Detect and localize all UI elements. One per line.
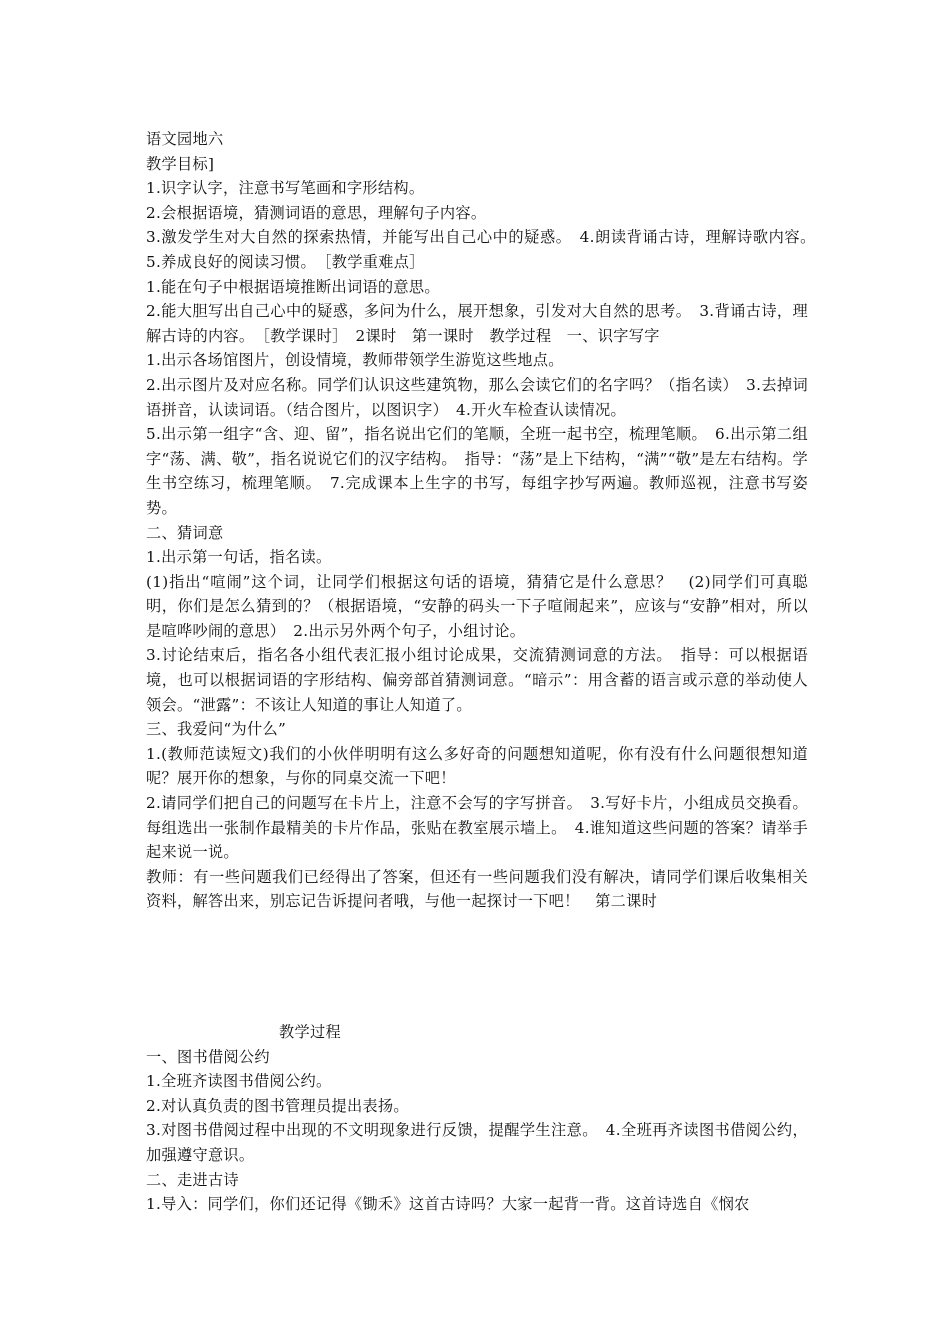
paragraph: 1.(教师范读短文)我们的小伙伴明明有这么多好奇的问题想知道呢，你有没有什么问题很想知道呢？展开你的想象，与你的同桌交流一下吧！ bbox=[146, 744, 808, 788]
document-page-1 bbox=[146, 127, 824, 914]
paragraph: 2.能大胆写出自己心中的疑惑，多问为什么，展开想象，引发对大自然的思考。 3.背诵古诗，理解古诗的内容。 ［教学课时］ 2课时 第一课时 教学过程 一、识字写字 bbox=[146, 302, 808, 345]
doc-title: 语文园地六 bbox=[146, 130, 224, 148]
section-heading: 教学过程 bbox=[279, 1023, 341, 1041]
paragraph: 2.请同学们把自己的问题写在卡片上，注意不会写的字写拼音。 3.写好卡片，小组成员交换看。每组选出一张制作最精美的卡片作品，张贴在教室展示墙上。 4.谁知道这些问题的答案？请举手起来说一说。 bbox=[146, 794, 808, 862]
paragraph: 2.会根据语境，猜测词语的意思，理解句子内容。 bbox=[146, 203, 487, 222]
section-heading: 二、猜词意 bbox=[146, 523, 224, 542]
paragraph: (1)指出“喧闹”这个词，让同学们根据这句话的语境，猜猜它是什么意思？ (2)同学们可真聪明，你们是怎么猜到的？（根据语境，“安静的码头一下子喧闹起来”，应该与“安静”相对，所以是喧哗吵闹的意思） 2.出示另外两个句子，小组讨论。 bbox=[146, 572, 808, 640]
section-heading: 三、我爱问“为什么” bbox=[146, 720, 287, 739]
section-heading: 二、走进古诗 bbox=[146, 1170, 239, 1189]
paragraph: 1.出示第一句话，指名读。 bbox=[146, 548, 332, 567]
paragraph: 3.讨论结束后，指名各小组代表汇报小组讨论成果，交流猜测词意的方法。 指导：可以根据语境，也可以根据词语的字形结构、偏旁部首猜测词意。“暗示”：用含蓄的语言或示意的举动使人领会。“泄露”：不该让人知道的事让人知道了。 bbox=[146, 646, 808, 714]
paragraph: 1.全班齐读图书借阅公约。 bbox=[146, 1072, 332, 1091]
paragraph: 2.对认真负责的图书管理员提出表扬。 bbox=[146, 1096, 409, 1115]
paragraph: 3.激发学生对大自然的探索热情，并能写出自己心中的疑惑。 4.朗读背诵古诗，理解诗歌内容。 5.养成良好的阅读习惯。 ［教学重难点］ bbox=[146, 228, 824, 271]
paragraph: 1.能在句子中根据语境推断出词语的意思。 bbox=[146, 277, 440, 296]
paragraph: 5.出示第一组字“含、迎、留”，指名说出它们的笔顺，全班一起书空，梳理笔顺。 6.出示第二组字“荡、满、敬”，指名说说它们的汉字结构。 指导：“荡”是上下结构，“满”“敬”是左右结构。学生书空练习，梳理笔顺。 7.完成课本上生字的书写，每组字抄写两遍。教师巡视，注意书写姿势。 bbox=[146, 425, 808, 517]
paragraph: 3.对图书借阅过程中出现的不文明现象进行反馈，提醒学生注意。 4.全班再齐读图书借阅公约，加强遵守意识。 bbox=[146, 1121, 808, 1164]
document-page-2 bbox=[146, 1020, 808, 1217]
paragraph: 2.出示图片及对应名称。同学们认识这些建筑物，那么会读它们的名字吗？（指名读） 3.去掉词语拼音，认读词语。（结合图片，以图识字） 4.开火车检查认读情况。 bbox=[146, 375, 808, 419]
paragraph: 1.识字认字，注意书写笔画和字形结构。 bbox=[146, 179, 425, 198]
paragraph: 教师：有一些问题我们已经得出了答案，但还有一些问题我们没有解决，请同学们课后收集相关资料，解答出来，别忘记告诉提问者哦，与他一起探讨一下吧！ 第二课时 bbox=[146, 867, 808, 911]
paragraph: 1.导入：同学们，你们还记得《锄禾》这首古诗吗？大家一起背一背。这首诗选自《悯农 bbox=[146, 1195, 750, 1214]
paragraph: 1.出示各场馆图片，创设情境，教师带领学生游览这些地点。 bbox=[146, 351, 564, 370]
section-heading: 一、图书借阅公约 bbox=[146, 1047, 270, 1066]
paragraph: 教学目标] bbox=[146, 154, 215, 173]
